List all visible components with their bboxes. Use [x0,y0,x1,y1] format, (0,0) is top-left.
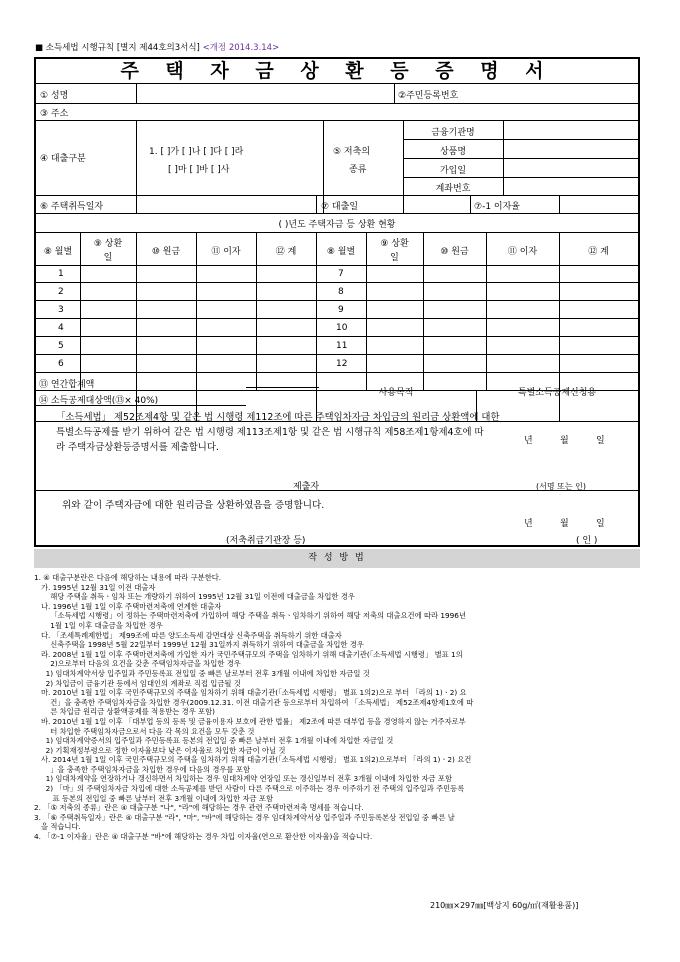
instruction-line: 터 차입한 주택임차자금으로서 다음 각 목의 요건을 모두 갖춘 것 [34,726,255,736]
col-total-right: ⑫ 계 [588,247,609,257]
month-cell: 1 [58,269,64,279]
col-principal-left: ⑩ 원금 [151,247,181,257]
instruction-line: 1월 1일 이후 대출금을 차입한 경우 [34,620,163,630]
account-no-label: 계좌번호 [435,184,471,194]
col-interest-right: ⑪ 이자 [507,247,538,257]
month-cell: 3 [58,305,64,315]
instruction-line: 해당 주택을 취득ㆍ임차 또는 개량하기 위하여 1995년 12월 31일 이전에 대출금을 차입한 경우 [34,592,355,602]
paper-spec: 210㎜×297㎜[백상지 60g/㎡(재활용품)] [430,901,579,910]
month-cell: 2 [58,287,64,297]
instruction-line: 4. 「⑦-1 이자율」란은 ④ 대출구분 "바"에 해당하는 경우 차입 이자율(연으로 환산한 이자율)을 적습니다. [34,832,373,842]
instruction-line: 3. 「⑥ 주택취득일자」란은 ④ 대출구분 "라", "마", "바"에 해당하는 경우 임대차계약서상 입주일과 주민등록본상 전입일 중 빠른 날 [34,812,455,822]
instruction-line: 2) 기획재정부령으로 정한 이자율보다 낮은 이자율로 차입한 자금이 아닐 것 [34,745,286,755]
cert-day: 일 [596,519,605,529]
name-label: ① 성명 [40,91,69,101]
savings-type-label: ⑤ 저축의 [333,147,371,157]
instruction-line: 」을 충족한 주택임차자금을 차입한 경우에 다음의 경우를 포함 [34,764,250,774]
col-total-left: ⑫ 계 [275,247,297,257]
application-line-3: 라 주택자금상환등증명서를 제출합니다. [56,442,219,453]
instruction-line: 건」을 충족한 주택임차자금을 차입한 경우(2009.12.31. 이전 대출기관 등으로부터 차입하여 「소득세법」 제52조제4항제1호에 따 [34,697,474,707]
signature-label: (서명 또는 인) [536,482,586,491]
instruction-line: 1) 임대차계약을 연장하거나 갱신하면서 차입하는 경우 임대차계약 연장일 또는 갱신일부터 전후 3개월 이내에 차입한 자금 포함 [34,774,453,784]
instruction-line: 다. 「조세특례제한법」 제99조에 따른 양도소득세 감면대상 신축주택을 취득하기 위한 대출자 [34,630,342,640]
col-repay-right-2: 일 [390,253,399,263]
instruction-line: 2) 「마」의 주택임차자금 차입에 대한 소득공제를 받던 사람이 다른 주택으로 이주하는 경우 이주하기 전 주택의 입주일과 주민등록 [34,784,465,794]
col-interest-left: ⑪ 이자 [211,247,241,257]
instruction-line: 을 적습니다. [34,822,81,832]
instruction-line: 1) 임대차계약서상 입주일과 주민등록표 전입일 중 빠른 날로부터 전후 3개월 이내에 차입한 자금일 것 [34,668,370,678]
col-principal-right: ⑩ 원금 [440,247,469,257]
instruction-line: 사. 2014년 1월 1일 이후 국민주택규모의 주택을 임차하기 위해 대출기관(「소득세법 시행령」 별표 1의2)으로부터 「라의 1)ㆍ2) 요건 [34,755,472,765]
instruction-line: 1. ④ 대출구분란은 다음에 해당하는 내용에 따라 구분한다. [34,573,222,582]
month-cell: 9 [338,305,344,315]
col-month-left: ⑧ 월별 [43,247,73,257]
month-cell: 5 [58,341,64,351]
resident-no-label: ②주민등록번호 [398,91,459,101]
instruction-line: 신축주택을 1998년 5월 22일부터 1999년 12월 31일까지 취득하기 위하여 대출금을 차입한 경우 [34,640,364,650]
col-month-right: ⑧ 월별 [326,247,356,257]
instruction-line: 른 차입금 원리금 상환액공제를 적용받는 경우 포함) [34,707,216,717]
cert-year: 년 [524,519,533,529]
status-title: ( )년도 주택자금 등 상환 현황 [278,220,396,230]
interest-rate-label: ⑦-1 이자율 [474,202,520,212]
cert-month: 월 [560,519,569,529]
instruction-line: 2. 「⑤ 저축의 종류」란은 ④ 대출구분 "나", "라"에 해당하는 경우 관련 주택마련저축 명세를 적습니다. [34,803,364,813]
date-month: 월 [560,436,569,446]
col-repay-left: ⑨ 상환 [93,239,123,249]
date-day: 일 [596,436,605,446]
form-title: 주 택 자 금 상 환 등 증 명 서 [36,59,638,84]
application-line-1: 「소득세법」 제52조제4항 및 같은 법 시행령 제112조에 따른 주택임차자금 차입금의 원리금 상환액에 대한 [56,412,500,423]
month-cell: 10 [336,323,348,333]
instruction-line: 2)으로부터 다음의 요건을 갖춘 주택임차자금을 차입한 경우 [34,659,241,669]
instruction-line: 1) 임대차계약증서의 입주일과 주민등록표 등본의 전입일 중 빠른 날부터 전후 1개월 이내에 차입한 자금일 것 [34,736,394,746]
address-label: ③ 주소 [40,109,69,119]
purpose-label: 사용목적 [378,388,414,398]
month-cell: 11 [336,341,348,351]
form-header [35,41,279,53]
instruction-line: 나. 1996년 1월 1일 이후 주택마련저축에 연계한 대출자 [34,601,222,611]
deduction-target-label: ⑭ 소득공제대상액(⑬× 40%) [39,396,159,406]
month-cell: 7 [338,269,344,279]
loan-type-label: ④ 대출구분 [40,154,86,164]
instructions-title: 작 성 방 법 [34,549,640,568]
acquisition-date-label: ⑥ 주택취득일자 [40,202,104,212]
law-reference: ■ 소득세법 시행규칙 [별지 제44호의3서식] [35,43,200,53]
applicant-label: 제출자 [293,482,320,492]
instruction-line: 「소득세법 시행령」이 정하는 주택마련저축에 가입하여 해당 주택을 취득ㆍ임차하기 위하여 해당 저축의 대출요건에 따라 1996년 [34,611,466,621]
instruction-line: 표 등본의 전입일 중 빠른 날부터 전후 3개월 이내에 차입한 자금 포함 [34,793,274,803]
instruction-line: 2) 차입금이 금융기관 등에서 임대인의 계좌로 직접 입금될 것 [34,678,241,688]
month-cell: 4 [58,323,64,333]
join-date-label: 가입일 [439,166,467,176]
revision-date: <개정 2014.3.14> [202,43,280,53]
issuer-label: (저축취급기관장 등) [226,536,306,546]
savings-type-label-2: 종류 [349,165,367,175]
product-name-label: 상품명 [439,147,467,157]
certificate-form [34,57,640,547]
loan-date-label: ⑦ 대출일 [321,202,359,212]
instructions-body [34,573,642,842]
col-repay-right: ⑨ 상환 [380,239,409,249]
loan-type-options-2[interactable]: [ ]마 [ ]바 [ ]사 [168,165,230,175]
seal-label: ( 인 ) [576,536,598,546]
month-cell: 8 [338,287,344,297]
financial-institution-label: 금융기관명 [431,128,475,138]
instruction-line: 마. 2010년 1월 1일 이후 국민주택규모의 주택을 임차하기 위해 대출기관(「소득세법 시행령」 별표 1의2)으로 부터 「라의 1)ㆍ2) 요 [34,688,467,698]
month-cell: 6 [58,359,64,369]
loan-type-options-1[interactable]: 1. [ ]가 [ ]나 [ ]다 [ ]라 [149,147,244,157]
month-cell: 12 [336,359,348,369]
instruction-line: 라. 2008년 1월 1일 이후 주택마련저축에 가입한 자가 국민주택규모의 주택을 임차하기 위해 대출기관(「소득세법 시행령」 별표 1의 [34,649,463,659]
annual-total-label: ⑬ 연간합계액 [39,380,95,390]
col-repay-left-2: 일 [103,253,113,263]
application-line-2: 특별소득공제를 받기 위하여 같은 법 시행령 제113조제1항 및 같은 법 시행규칙 제58조제1항제4호에 따 [56,427,484,438]
date-year: 년 [524,436,533,446]
instruction-line: 가. 1995년 12월 31일 이전 대출자 [34,582,156,592]
special-deduction-label: 특별소득공제신청용 [517,388,597,398]
instruction-line: 바. 2010년 1월 1일 이후 「대부업 등의 등록 및 금융이용자 보호에 관한 법률」 제2조에 따른 대부업 등을 경영하지 않는 거주자로부 [34,716,466,726]
certification-statement: 위와 같이 주택자금에 대한 원리금을 상환하였음을 증명합니다. [62,500,325,511]
